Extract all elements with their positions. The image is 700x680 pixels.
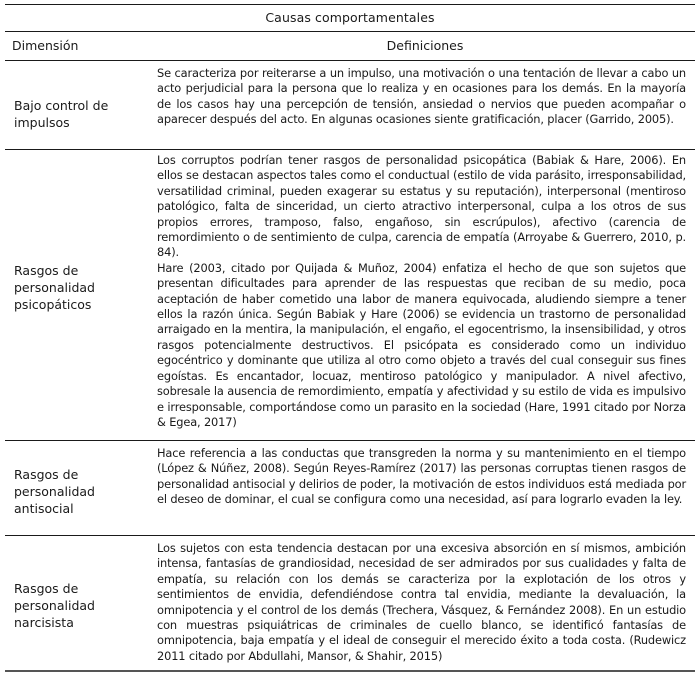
table-top-rule (5, 4, 695, 5)
table-bottom-rule (5, 670, 695, 672)
definition-paragraph: Los sujetos con esta tendencia destacan por una excesiva absorción en sí mismos, ambición intensa, fantasías de grandiosidad, necesidad de ser admirados por sus cualidades y falta de empatía, su relación con los demás se caracteriza por la explotación de los otros y sentimientos de envidia, defendiéndose contra tal envidia, mediante la devaluación, la omnipotencia y el control de los demás (Trechera, Vásquez, & Fernández 2008). En un estudio con muestras psiquiátricas de criminales de cuello blanco, se identificó fantasías de omnipotencia, baja empatía y el ideal de conseguir el merecido éxito a toda costa. (Rudewicz 2011 citado por Abdullahi, Mansor, & Shahir, 2015) (157, 541, 686, 663)
table-title: Causas comportamentales (265, 10, 435, 25)
definition-paragraph: Hare (2003, citado por Quijada & Muñoz, 2004) enfatiza el hecho de que son sujetos que presentan dificultades para aprender de las respuestas que reciban de su medio, poca aceptación de haber cometido una labor de manera equivocada, aludiendo siempre a tener ellos la razón única. Según Babiak y Hare (2006) se evidencia un trastorno de personalidad arraigado en la mentira, la manipulación, el engaño, el egocentrismo, la insensibilidad, y otros rasgos potencialmente destructivos. El psicópata es considerado como un individuo egocéntrico y dominante que utiliza al otro como objeto a través del cual conseguir sus fines egoístas. Es encantador, locuaz, mentiroso patológico y manipulador. A nivel afectivo, sobresale la ausencia de remordimiento, empatía y afectividad y su estilo de vida es impulsivo e irresponsable, comportándose como un parasito en la sociedad (Hare, 1991 citado por Norza & Egea, 2017) (157, 260, 686, 429)
header-dimension: Dimensión (12, 38, 79, 53)
header-divider (5, 60, 695, 61)
row-definition-antisocial (157, 446, 686, 508)
definition-paragraph: Se caracteriza por reiterarse a un impulso, una motivación o una tentación de llevar a cabo un acto perjudicial para la persona que lo realiza y en ocasiones para los demás. En la mayoría de los casos hay una percepción de tensión, ansiedad o nervios que pueden acompañar o aparecer después del acto. En algunas ocasiones siente gratificación, placer (Garrido, 2005). (157, 66, 686, 127)
definition-paragraph: Los corruptos podrían tener rasgos de personalidad psicopática (Babiak & Hare, 2006). En ellos se destacan aspectos tales como el conductual (estilo de vida parásito, irresponsabilidad, versatilidad criminal, pueden exagerar su estatus y su reputación), interpersonal (mentiroso patológico, falta de sinceridad, un cierto atractivo interpersonal, culpa a los otros de sus propios errores, tramposo, falso, engañoso, sin escrúpulos), afectivo (carencia de remordimiento o de sentimiento de culpa, carencia de empatía (Arroyabe & Guerrero, 2010, p. 84). (157, 153, 686, 260)
row-definition-impulse-control (157, 66, 686, 128)
row-dimension-narcissistic: Rasgos de personalidad narcisista (14, 581, 95, 630)
row-definition-narcissistic (157, 541, 686, 664)
row-divider (5, 535, 695, 536)
row-divider (5, 440, 695, 441)
row-dimension-impulse-control: Bajo control de impulsos (14, 98, 109, 130)
row-dimension-antisocial: Rasgos de personalidad antisocial (14, 467, 95, 516)
title-divider (5, 31, 695, 32)
row-divider (5, 149, 695, 150)
row-dimension-psychopathic: Rasgos de personalidad psicopáticos (14, 263, 95, 312)
definition-paragraph: Hace referencia a las conductas que transgreden la norma y su mantenimiento en el tiempo (López & Núñez, 2008). Según Reyes-Ramírez (2017) las personas corruptas tienen rasgos de personalidad antisocial y delirios de poder, la motivación de estos individuos está mediada por el deseo de dominar, el cual se configura como una necesidad, así para lograrlo evaden la ley. (157, 446, 686, 507)
header-definitions: Definiciones (386, 38, 464, 53)
row-definition-psychopathic (157, 153, 686, 430)
